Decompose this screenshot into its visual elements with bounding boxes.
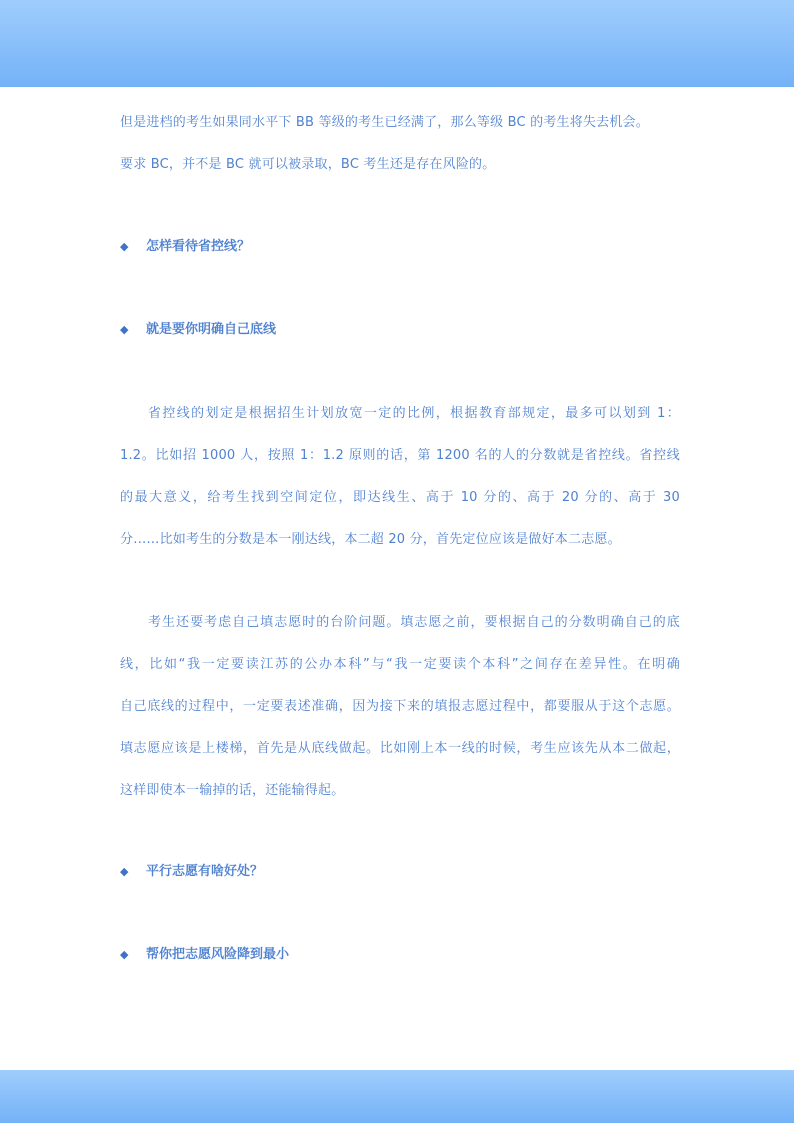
diamond-icon: ◆ [120,948,129,961]
paragraph1-line-4: 分……比如考生的分数是本一刚达线，本二超 20 分，首先定位应该是做好本二志愿。 [120,532,621,547]
heading-text: 怎样看待省控线？ [146,239,251,254]
heading-know-your-bottom-line [120,318,276,337]
paragraph2-line-5: 这样即使本一输掉的话，还能输得起。 [120,783,345,798]
footer-band [0,1070,794,1123]
paragraph2-line-1: 考生还要考虑自己填志愿时的台阶问题。填志愿之前，要根据自己的分数明确自己的底 [148,615,680,630]
heading-how-to-view-control-line [120,235,250,254]
heading-minimize-risk [120,943,289,962]
diamond-icon: ◆ [120,240,129,253]
heading-parallel-volunteer-benefits [120,860,263,879]
paragraph2-line-3: 自己底线的过程中，一定要表述准确，因为接下来的填报志愿过程中，都要服从于这个志愿。 [120,699,680,714]
header-band [0,0,794,87]
paragraph1-line-3: 的最大意义，给考生找到空间定位，即达线生、高于 10 分的、高于 20 分的、高于 30 [120,490,680,505]
heading-text: 平行志愿有啥好处？ [146,864,264,879]
paragraph2-line-2: 线，比如“我一定要读江苏的公办本科”与“我一定要读个本科”之间存在差异性。在明确 [120,657,680,672]
heading-text: 帮你把志愿风险降到最小 [146,947,290,962]
intro-line-2: 要求 BC，并不是 BC 就可以被录取，BC 考生还是存在风险的。 [120,157,496,172]
intro-line-1: 但是进档的考生如果同水平下 BB 等级的考生已经满了，那么等级 BC 的考生将失去机会。 [120,115,649,130]
heading-text: 就是要你明确自己底线 [146,322,277,337]
paragraph1-line-2: 1.2。比如招 1000 人，按照 1：1.2 原则的话，第 1200 名的人的分数就是省控线。省控线 [120,448,680,463]
diamond-icon: ◆ [120,323,129,336]
diamond-icon: ◆ [120,865,129,878]
paragraph2-line-4: 填志愿应该是上楼梯，首先是从底线做起。比如刚上本一线的时候，考生应该先从本二做起， [120,741,680,756]
paragraph1-line-1: 省控线的划定是根据招生计划放宽一定的比例，根据教育部规定，最多可以划到 1： [148,406,680,421]
